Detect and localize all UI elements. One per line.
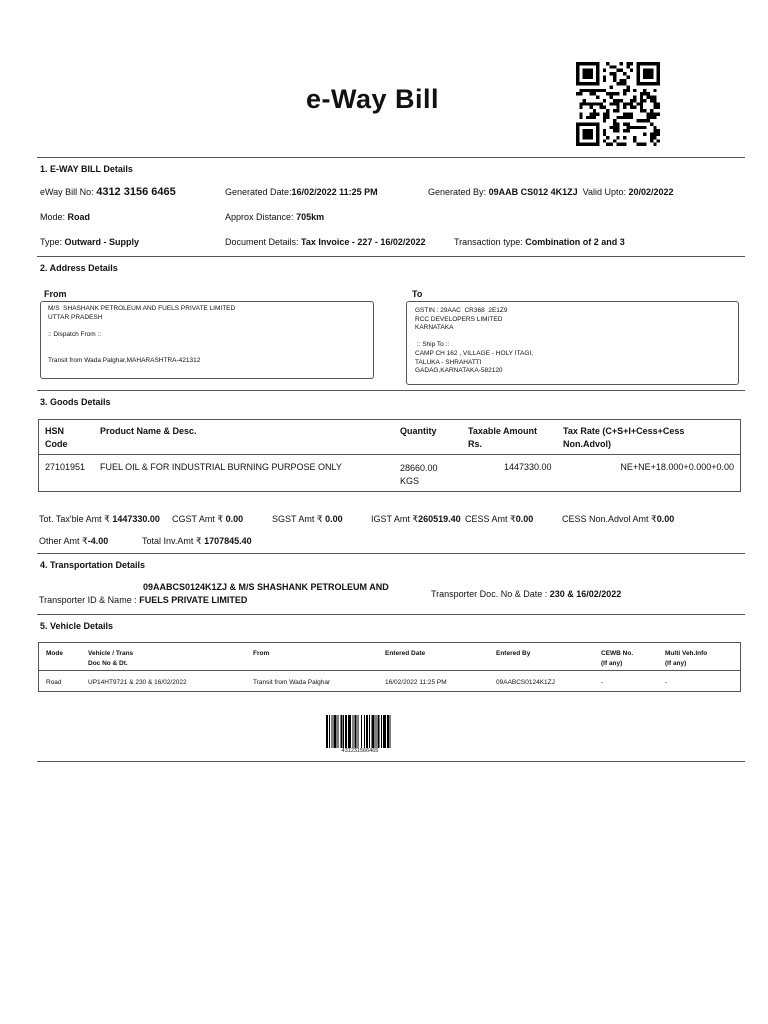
total-invoice-amount	[142, 536, 252, 547]
vehicle-row-entered-by: 09AABCS0124K1ZJ	[496, 679, 555, 686]
transaction-type-value: Combination of 2 and 3	[525, 237, 625, 247]
vehicle-header-mode: Mode	[46, 650, 63, 657]
vehicle-row-from: Transit from Wada Palghar	[253, 679, 331, 686]
from-address-box	[40, 301, 374, 379]
vehicle-header-entered-by: Entered By	[496, 650, 531, 657]
goods-row-tax-rate: NE+NE+18.000+0.000+0.00	[620, 462, 734, 472]
document-details-label: Document Details:	[225, 237, 299, 247]
vehicle-row-cewb: -	[601, 679, 604, 686]
section-vehicle-heading: 5. Vehicle Details	[40, 621, 114, 631]
to-address-line: KARNATAKA	[415, 324, 454, 332]
vehicle-table-header-rule	[39, 670, 740, 671]
page-title: e-Way Bill	[305, 84, 440, 114]
vehicle-header-from: From	[253, 650, 270, 657]
goods-row-quantity	[400, 462, 438, 488]
document-details-value: Tax Invoice - 227 - 16/02/2022	[301, 237, 426, 247]
igst-label: IGST Amt ₹	[371, 514, 419, 524]
goods-header-hsn	[45, 425, 68, 451]
eway-bill-number	[40, 186, 176, 198]
transaction-type-label: Transaction type:	[454, 237, 523, 247]
divider	[37, 390, 745, 391]
approx-distance-value: 705km	[296, 212, 325, 222]
goods-header-tax-rate-line2: Non.Advol)	[563, 439, 611, 449]
goods-header-taxable	[468, 425, 537, 451]
goods-header-taxable-line1: Taxable Amount	[468, 426, 538, 436]
sgst-label: SGST Amt ₹	[272, 514, 323, 524]
to-address-line	[415, 333, 738, 342]
from-address-line: Transit from Wada Palghar,MAHARASHTRA-421312	[48, 356, 201, 364]
vehicle-header-multi-line1: Multi Veh.Info	[665, 650, 708, 657]
vehicle-header-vehicle-line2: Doc No & Dt.	[88, 659, 128, 667]
goods-header-taxable-line2: Rs.	[468, 439, 483, 449]
transporter-name-line1: 09AABCS0124K1ZJ & M/S SHASHANK PETROLEUM AND	[143, 582, 389, 592]
valid-upto-label: Valid Upto:	[582, 187, 626, 197]
transporter-doc	[431, 589, 621, 599]
goods-header-tax-rate	[563, 425, 684, 451]
valid-upto-value: 20/02/2022	[628, 187, 674, 197]
goods-header-hsn-line1: HSN	[45, 426, 65, 436]
goods-row-taxable: 1447330.00	[504, 462, 552, 472]
mode-label: Mode:	[40, 212, 66, 222]
qr-code-icon	[573, 62, 663, 146]
from-address-line	[48, 339, 373, 348]
divider	[37, 761, 745, 762]
generated-by	[428, 187, 674, 197]
vehicle-row-multi: -	[665, 679, 668, 686]
from-address-line	[48, 322, 373, 331]
transporter-doc-label: Transporter Doc. No & Date :	[431, 589, 548, 599]
type-value: Outward - Supply	[64, 237, 140, 247]
vehicle-header-entered-date: Entered Date	[385, 650, 426, 657]
from-label: From	[44, 289, 67, 299]
goods-table	[38, 419, 741, 492]
from-address-lines	[41, 302, 373, 365]
transporter-doc-value: 230 & 16/02/2022	[549, 589, 622, 599]
goods-header-hsn-line2: Code	[45, 439, 68, 449]
to-label: To	[412, 289, 423, 299]
goods-header-quantity: Quantity	[400, 426, 437, 436]
generated-date-label: Generated Date:	[225, 187, 292, 197]
cess-label: CESS Amt ₹	[465, 514, 516, 524]
transporter-id-label: Transporter ID & Name :	[39, 595, 137, 605]
goods-row-hsn: 27101951	[45, 462, 86, 472]
to-address-line: RCC DEVELOPERS LIMITED	[415, 315, 503, 323]
total-taxable-amount	[39, 514, 160, 525]
vehicle-header-multi	[665, 649, 707, 668]
divider	[37, 256, 745, 257]
generated-date-value: 16/02/2022 11:25 PM	[291, 187, 378, 197]
cess-value: 0.00	[515, 514, 534, 524]
to-address-line: :: Ship To ::	[415, 341, 450, 349]
vehicle-header-cewb	[601, 649, 633, 668]
sgst-amount	[272, 514, 343, 525]
section-transportation-heading: 4. Transportation Details	[40, 560, 146, 570]
total-invoice-label: Total Inv.Amt ₹	[142, 536, 202, 546]
cess-amount	[465, 514, 533, 525]
generated-date	[225, 187, 378, 197]
approx-distance	[225, 212, 324, 222]
vehicle-header-multi-line2: (If any)	[665, 659, 687, 667]
total-invoice-value: 1707845.40	[204, 536, 252, 546]
divider	[37, 614, 745, 615]
to-address-line: GADAG,KARNATAKA-582120	[415, 367, 503, 375]
other-amount-label: Other Amt ₹	[39, 536, 88, 546]
cess-non-advol-amount	[562, 514, 674, 525]
to-address-line: TALUKA - SHRAHATTI	[415, 358, 482, 366]
generated-by-label: Generated By:	[428, 187, 487, 197]
cgst-amount	[172, 514, 243, 525]
type-label: Type:	[40, 237, 63, 247]
transporter-id-name	[39, 595, 247, 605]
approx-distance-label: Approx Distance:	[225, 212, 294, 222]
to-address-line: CAMP CH 162 , VILLAGE - HOLY ITAGI,	[415, 349, 534, 357]
vehicle-header-cewb-line2: (If any)	[601, 659, 623, 667]
section-goods-heading: 3. Goods Details	[40, 397, 111, 407]
mode	[40, 212, 90, 222]
section-ewb-details-heading: 1. E-WAY BILL Details	[40, 164, 133, 174]
igst-value: 260519.40	[418, 514, 461, 524]
sgst-value: 0.00	[325, 514, 343, 524]
total-taxable-label: Tot. Tax'ble Amt ₹	[39, 514, 110, 524]
goods-header-product: Product Name & Desc.	[100, 426, 197, 436]
cgst-label: CGST Amt ₹	[172, 514, 224, 524]
divider	[37, 157, 745, 158]
from-address-line	[48, 348, 373, 357]
goods-row-quantity-value: 28660.00	[400, 463, 438, 473]
cgst-value: 0.00	[225, 514, 244, 524]
total-taxable-value: 1447330.00	[112, 514, 160, 524]
vehicle-row-mode: Road	[46, 679, 62, 686]
transaction-type	[454, 237, 625, 247]
document-details	[225, 237, 425, 247]
eway-bill-number-label: eWay Bill No:	[40, 187, 94, 197]
goods-table-header-rule	[39, 454, 740, 455]
mode-value: Road	[67, 212, 91, 222]
barcode-number: 431231566465	[341, 748, 379, 754]
goods-row-product: FUEL OIL & FOR INDUSTRIAL BURNING PURPOSE ONLY	[100, 462, 342, 472]
other-amount	[39, 536, 108, 547]
section-address-heading: 2. Address Details	[40, 263, 118, 273]
eway-bill-number-value: 4312 3156 6465	[96, 186, 176, 198]
igst-amount	[371, 514, 461, 525]
to-address-lines	[407, 302, 738, 376]
to-address-line: GSTIN : 29AAC CR368 2E1Z9	[415, 307, 508, 314]
transporter-name-line2: FUELS PRIVATE LIMITED	[139, 595, 248, 605]
goods-row-quantity-unit: KGS	[400, 476, 420, 486]
vehicle-row-vehicle: UP14HT9721 & 230 & 16/02/2022	[88, 679, 187, 686]
vehicle-header-vehicle	[88, 649, 133, 668]
from-address-line: UTTAR PRADESH	[48, 313, 103, 321]
from-address-line: M/S SHASHANK PETROLEUM AND FUELS PRIVATE LIMITED	[48, 305, 236, 312]
vehicle-header-vehicle-line1: Vehicle / Trans	[88, 650, 134, 657]
cess-non-advol-label: CESS Non.Advol Amt ₹	[562, 514, 657, 524]
type	[40, 237, 139, 247]
barcode-icon	[326, 715, 394, 748]
cess-non-advol-value: 0.00	[656, 514, 675, 524]
vehicle-header-cewb-line1: CEWB No.	[601, 650, 634, 657]
to-address-box	[406, 301, 739, 385]
generated-by-value: 09AAB CS012 4K1ZJ	[488, 187, 578, 197]
goods-header-tax-rate-line1: Tax Rate (C+S+I+Cess+Cess	[563, 426, 685, 436]
vehicle-row-entered-date: 16/02/2022 11:25 PM	[385, 679, 447, 686]
from-address-line: :: Dispatch From ::	[48, 330, 102, 338]
divider	[37, 553, 745, 554]
vehicle-table	[38, 642, 741, 692]
other-amount-value: -4.00	[87, 536, 109, 546]
